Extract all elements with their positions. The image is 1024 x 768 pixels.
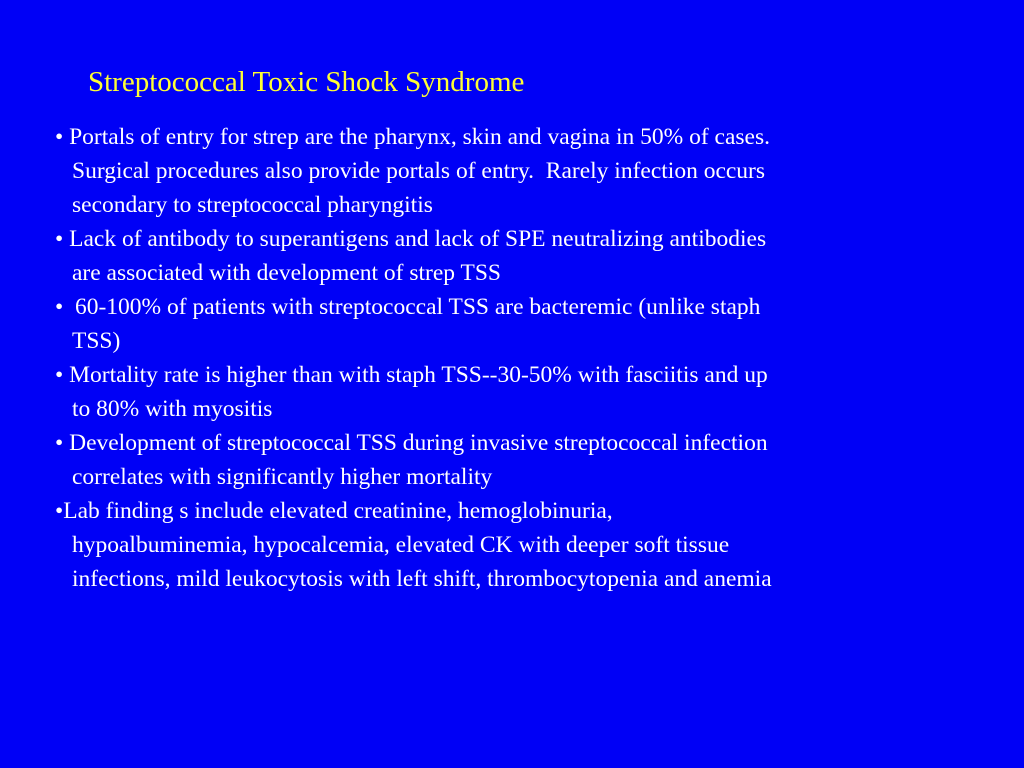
bullet-item	[55, 120, 985, 222]
bullet-line: are associated with development of strep TSS	[72, 260, 501, 286]
bullet-line: secondary to streptococcal pharyngitis	[72, 192, 433, 218]
bullet-item	[55, 290, 985, 358]
bullet-list	[55, 120, 985, 596]
bullet-line: to 80% with myositis	[72, 396, 273, 422]
bullet-item	[55, 494, 985, 596]
bullet-line: • Portals of entry for strep are the pharynx, skin and vagina in 50% of cases.	[55, 124, 770, 150]
bullet-line: • Mortality rate is higher than with staph TSS--30-50% with fasciitis and up	[55, 362, 768, 388]
bullet-line: TSS)	[72, 328, 121, 354]
bullet-line: •Lab finding s include elevated creatinine, hemoglobinuria,	[55, 498, 613, 524]
bullet-line: • 60-100% of patients with streptococcal TSS are bacteremic (unlike staph	[55, 294, 761, 320]
bullet-item	[55, 222, 985, 290]
bullet-line: correlates with significantly higher mortality	[72, 464, 493, 490]
bullet-line: hypoalbuminemia, hypocalcemia, elevated CK with deeper soft tissue	[72, 532, 730, 558]
bullet-item	[55, 426, 985, 494]
bullet-line: • Lack of antibody to superantigens and lack of SPE neutralizing antibodies	[55, 226, 767, 252]
slide-title: Streptococcal Toxic Shock Syndrome	[88, 66, 525, 98]
bullet-line: infections, mild leukocytosis with left shift, thrombocytopenia and anemia	[72, 566, 772, 592]
bullet-line: Surgical procedures also provide portals of entry. Rarely infection occurs	[72, 158, 766, 184]
bullet-line: • Development of streptococcal TSS during invasive streptococcal infection	[55, 430, 768, 456]
bullet-item	[55, 358, 985, 426]
